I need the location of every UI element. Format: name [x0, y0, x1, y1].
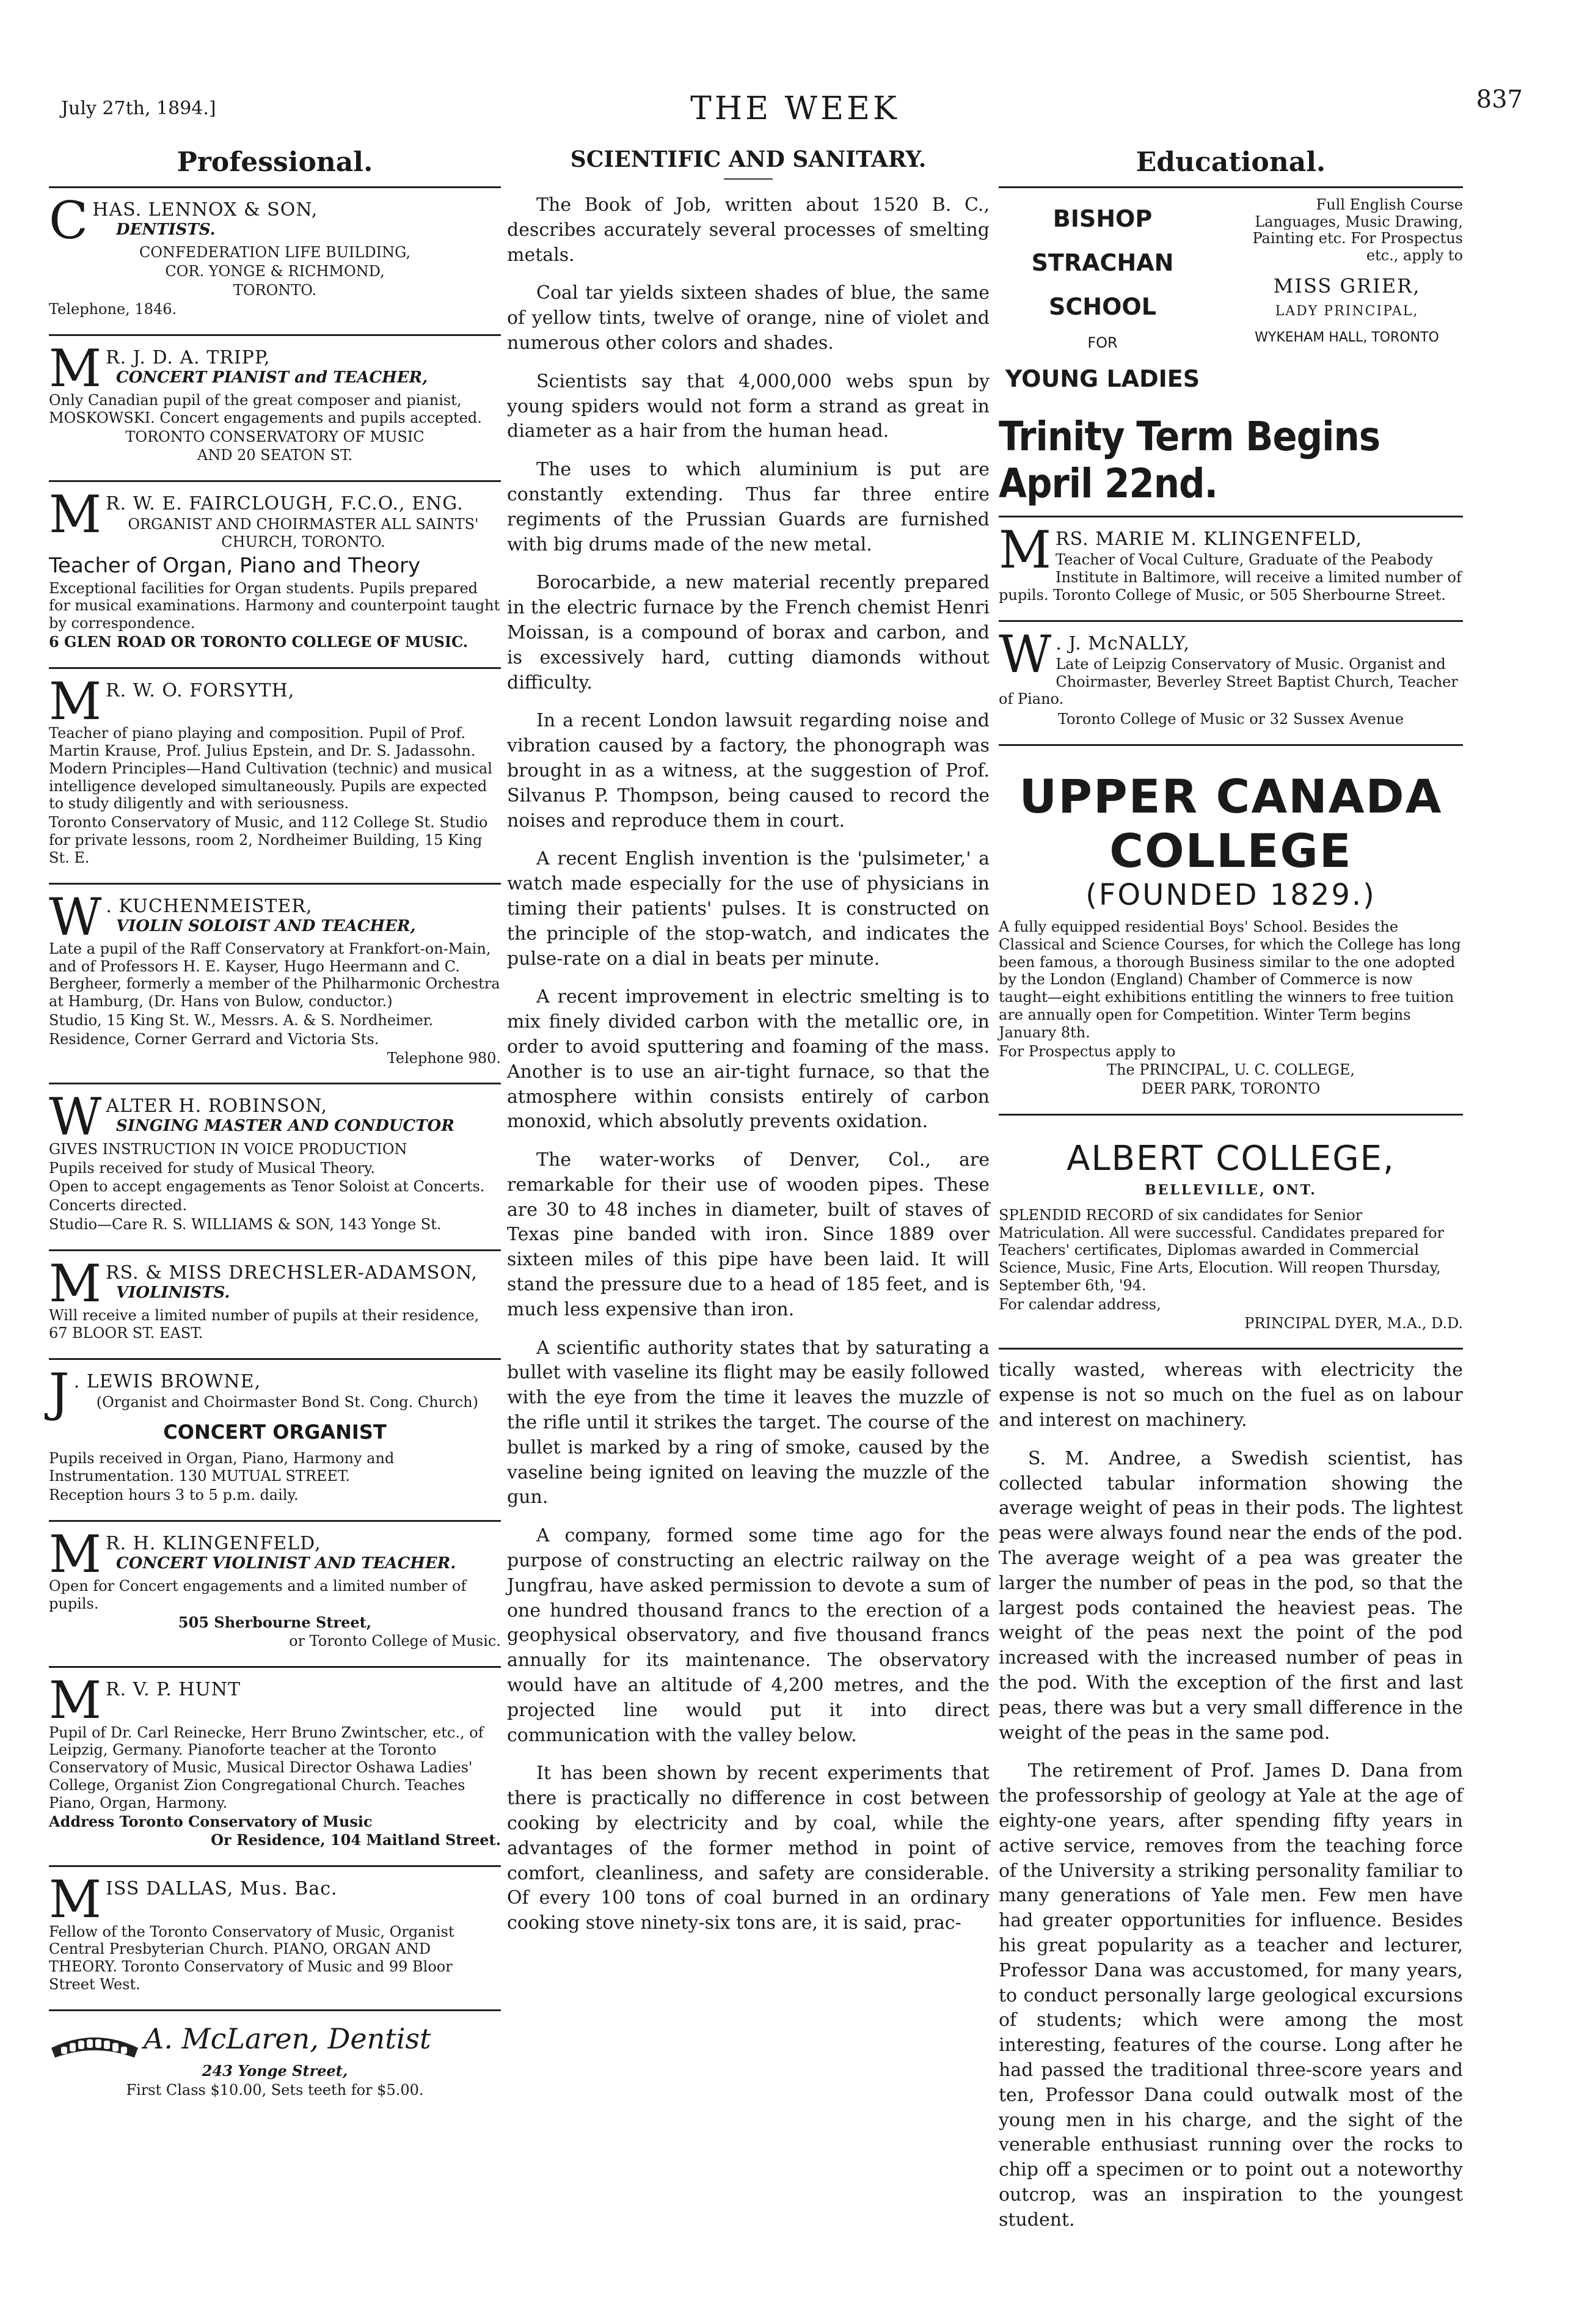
card-line: Concerts directed. [49, 1197, 187, 1215]
card-marie-klingenfeld [999, 520, 1463, 611]
school-name-line: YOUNG LADIES [1005, 365, 1200, 393]
divider [999, 1348, 1463, 1350]
divider [49, 2009, 501, 2011]
divider [49, 1249, 501, 1251]
divider [999, 186, 1463, 188]
card-role: SINGING MASTER AND CONDUCTOR [116, 1117, 454, 1136]
card-mclaren [49, 2020, 501, 2107]
drop-initial: M [49, 1524, 103, 1584]
divider [49, 1083, 501, 1084]
albert-calendar: For calendar address, [999, 1295, 1161, 1313]
card-line: Reception hours 3 to 5 p.m. daily. [49, 1486, 299, 1504]
ucc-description: A fully equipped residential Boys' School. Besides the Classical and Science Courses, for which the College has long been famous, a thorough Business similar to the one adopted by the London (England) Chamber of Commerce is now taught—eight exhibitions entitling the winners to free tuition are annually open for Competition. Winter Term begins January 8th. [999, 918, 1461, 1041]
bishop-address: WYKEHAM HALL, TORONTO [1255, 330, 1439, 346]
ucc-title: UPPER CANADA COLLEGE [1019, 769, 1443, 878]
divider [49, 1520, 501, 1522]
drop-initial: M [49, 484, 103, 545]
drop-initial: W [49, 886, 103, 947]
bishop-contact: MISS GRIER, [1273, 274, 1421, 298]
card-line: Late a pupil of the Raff Conservatory at Frankfort-on-Main, and of Professors H. E. Kayser, Hugo Heermann and C. Bergheer, formerly a member of the Philharmonic Orchestra at Hamburg, (Dr. Hans von Bulow, conductor.) [49, 940, 500, 1010]
card-line: Teacher of Vocal Culture, Graduate of the Peabody Institute in Baltimore, will receive a limited number of pupils. Toronto College of Music, or 505 Sherbourne Street. [999, 551, 1462, 604]
card-role: ORGANIST AND CHOIRMASTER ALL SAINTS' CHURCH, TORONTO. [128, 516, 479, 550]
card-name-text: ALTER H. ROBINSON, [106, 1095, 328, 1117]
divider [49, 480, 501, 482]
card-role: CONCERT VIOLINIST AND TEACHER. [116, 1554, 456, 1573]
card-line: Only Canadian pupil of the great composer and pianist, MOSKOWSKI. Concert engagements and pupils accepted. [49, 391, 482, 426]
card-headline: CONCERT ORGANIST [163, 1420, 387, 1444]
card-line: GIVES INSTRUCTION IN VOICE PRODUCTION [49, 1140, 407, 1158]
card-line: Late of Leipzig Conservatory of Music. Organist and Choirmaster, Beverley Street Baptist Church, Teacher of Piano. [999, 655, 1458, 708]
card-kuchenmeister [49, 886, 501, 1075]
card-name-text: R. V. P. HUNT [106, 1679, 241, 1701]
drop-initial: M [49, 671, 103, 731]
card-tripp [49, 338, 501, 472]
school-name-line: BISHOP [1052, 205, 1153, 232]
card-footer: Telephone 980. [387, 1049, 501, 1067]
ucc-founded: (FOUNDED 1829.) [1085, 877, 1376, 912]
albert-location: BELLEVILLE, ONT. [1145, 1182, 1317, 1198]
masthead-title: THE WEEK [690, 90, 900, 127]
card-line: Fellow of the Toronto Conservatory of Music, Organist Central Presbyterian Church. PIANO, ORGAN AND THEORY. Toronto Conservatory of Music and 99 Bloor Street West. [49, 1923, 454, 1993]
article-paragraph: tically wasted, whereas with electricity the expense is not so much on the fuel as on labour and interest on machinery. [999, 1359, 1463, 1431]
bishop-details [1231, 197, 1463, 401]
drop-initial: J [49, 1362, 70, 1422]
page-header [55, 86, 1535, 141]
article-paragraph: A scientific authority states that by saturating a bullet with vaseline its flight may be easily followed with the eye from the time it leaves the muzzle of the rifle until it strikes the target. The course of the bullet is marked by a ring of smoke, caused by the vaseline being ignited on leaving the muzzle of the gun. [507, 1337, 990, 1508]
card-name-text: HAS. LENNOX & SON, [92, 199, 318, 221]
card-role: VIOLIN SOLOIST AND TEACHER, [116, 916, 416, 935]
card-line: COR. YONGE & RICHMOND, [165, 263, 385, 280]
card-lennox [49, 191, 501, 326]
drop-initial: M [999, 520, 1052, 580]
card-drechsler-adamson [49, 1253, 501, 1350]
trinity-term-notice: Trinity Term Begins April 22nd. [999, 413, 1380, 508]
bishop-school-name [999, 197, 1206, 401]
bishop-strachan-ad [999, 197, 1463, 401]
card-line: Residence, Corner Gerrard and Victoria Sts. [49, 1030, 379, 1048]
card-line: TORONTO. [233, 281, 317, 299]
article-paragraph: A recent improvement in electric smelting is to mix finely divided carbon with the metallic ore, in order to avoid sputtering and foaming of the mass. Another is to use an air-tight furnace, so that the atmosphere within consists entirely of carbon monoxid, which absolutly prevents oxidation. [507, 986, 990, 1133]
card-line: Teacher of piano playing and composition. Pupil of Prof. Martin Krause, Prof. Julius Epstein, and Dr. S. Jadassohn. Modern Principles—Hand Cultivation (technic) and musical intelligence developed simultaneously. Pupils are expected to study diligently and with seriousness. [49, 725, 492, 813]
school-name-line: SCHOOL [1049, 293, 1156, 321]
article-paragraph: The water-works of Denver, Col., are remarkable for their use of wooden pipes. These are 30 to 48 inches in diameter, built of staves of Texas pine banded with iron. Since 1889 over sixteen miles of this pipe have been laid. It will stand the pressure due to a head of 185 feet, and is much less expensive than iron. [507, 1149, 990, 1320]
card-headline: Teacher of Organ, Piano and Theory [49, 553, 421, 578]
card-name-text: RS. & MISS DRECHSLER-ADAMSON, [106, 1262, 478, 1284]
divider [49, 186, 501, 188]
card-browne [49, 1362, 501, 1511]
drop-initial: C [49, 191, 89, 250]
card-line: 505 Sherbourne Street, [178, 1613, 372, 1631]
school-name-line: FOR [1087, 334, 1118, 351]
card-name [49, 1670, 501, 1731]
article-paragraph: In a recent London lawsuit regarding noise and vibration caused by a factory, the phonograph was brought in as a witness, at the suggestion of Prof. Silvanus P. Thompson, being caused to record the noises and reproduce them in court. [507, 710, 990, 831]
educational-column [999, 134, 1463, 2246]
article-paragraph: It has been shown by recent experiments that there is practically no difference in cost between cooking by electricity and by coal, while the advantages of the former method in point of comfort, cleanliness, and safety are considerable. Of every 100 tons of coal burned in an ordinary cooking stove ninety-six tons are, it is said, prac- [507, 1763, 990, 1934]
card-mcnally [999, 624, 1463, 736]
section-title-educational: Educational. [1136, 147, 1326, 178]
divider [999, 516, 1463, 517]
card-line: AND 20 SEATON ST. [197, 447, 353, 464]
card-name-text: RS. MARIE M. KLINGENFELD, [1056, 528, 1362, 550]
divider [49, 1666, 501, 1668]
card-line: Open to accept engagements as Tenor Soloist at Concerts. [49, 1178, 485, 1196]
divider [999, 744, 1463, 746]
divider [49, 1358, 501, 1360]
article-paragraph: The Book of Job, written about 1520 B. C., describes accurately several processes of smelting metals. [507, 194, 990, 266]
dentist-address: 243 Yonge Street, [202, 2062, 348, 2080]
card-name-text: . LEWIS BROWNE, [73, 1370, 261, 1392]
card-line: Or Residence, 104 Maitland Street. [211, 1831, 501, 1849]
divider [999, 1114, 1463, 1116]
card-line: TORONTO CONSERVATORY OF MUSIC [125, 428, 425, 445]
card-line: Toronto Conservatory of Music, and 112 College St. Studio for private lessons, room 2, Nordheimer Building, 15 King St. E. [49, 814, 488, 866]
section-title-scientific: SCIENTIFIC AND SANITARY. [570, 147, 927, 172]
scientific-column [507, 134, 990, 1936]
card-footer: 6 GLEN ROAD OR TORONTO COLLEGE OF MUSIC. [49, 632, 469, 651]
article-paragraph: Scientists say that 4,000,000 webs spun by young spiders would not form a strand as great in diameter as a hair from the human head. [507, 370, 990, 442]
drop-initial: M [49, 1670, 103, 1731]
dentist-name: A. McLaren, Dentist [144, 2022, 431, 2055]
article-paragraph: Borocarbide, a new material recently prepared in the electric furnace by the French chemist Henri Moissan, is a compound of borax and carbon, and is excessively hard, cutting diamonds without difficulty. [507, 572, 990, 693]
card-name [49, 671, 501, 731]
card-role: (Organist and Choirmaster Bond St. Cong. Church) [96, 1393, 478, 1411]
drop-initial: W [999, 624, 1052, 684]
drop-initial: M [49, 1253, 103, 1314]
albert-title: ALBERT COLLEGE, [1067, 1138, 1395, 1178]
teeth-illustration-icon [49, 2030, 140, 2061]
divider [49, 883, 501, 885]
divider [49, 667, 501, 669]
ucc-location: DEER PARK, TORONTO [1141, 1080, 1321, 1098]
card-fairclough [49, 484, 501, 659]
card-line: or Toronto College of Music. [289, 1632, 501, 1650]
school-name-line: STRACHAN [1031, 249, 1174, 277]
card-line: Open for Concert engagements and a limited number of pupils. [49, 1577, 467, 1612]
card-forsyth [49, 671, 501, 874]
card-name-text: R. J. D. A. TRIPP, [106, 346, 271, 368]
issue-date: July 27th, 1894.] [61, 98, 216, 119]
divider [49, 334, 501, 336]
card-role: CONCERT PIANIST and TEACHER, [116, 368, 428, 387]
card-hunt [49, 1670, 501, 1857]
card-name-text: R. W. O. FORSYTH, [106, 679, 295, 701]
article-paragraph: Coal tar yields sixteen shades of blue, the same of yellow tints, twelve of orange, nine of violet and numerous other colors and shades. [507, 282, 990, 354]
card-line: Pupils received in Organ, Piano, Harmony and Instrumentation. 130 MUTUAL STREET. [49, 1450, 395, 1485]
section-title-professional: Professional. [177, 147, 373, 178]
albert-description: SPLENDID RECORD of six candidates for Senior Matriculation. All were successful. Candidates prepared for Teachers' certificates, Diplomas awarded in Commercial Science, Music, Fine Arts, Elocution. Will reopen Thursday, September 6th, '94. [999, 1206, 1444, 1295]
card-name-text: R. H. KLINGENFELD, [106, 1532, 321, 1554]
ucc-principal: The PRINCIPAL, U. C. COLLEGE, [1106, 1061, 1355, 1079]
drop-initial: M [49, 338, 103, 398]
card-dallas [49, 1869, 501, 2001]
card-name-text: . KUCHENMEISTER, [106, 895, 313, 917]
upper-canada-college-ad [999, 755, 1463, 1105]
card-line: Address Toronto Conservatory of Music [49, 1812, 373, 1830]
drop-initial: W [49, 1087, 103, 1147]
bishop-contact-title: LADY PRINCIPAL, [1275, 304, 1419, 320]
divider [49, 1865, 501, 1867]
albert-college-ad [999, 1124, 1463, 1340]
card-line: Will receive a limited number of pupils at their residence, 67 BLOOR ST. EAST. [49, 1307, 480, 1342]
article-paragraph: S. M. Andree, a Swedish scientist, has collected tabular information showing the average weight of peas in their pods. The lightest peas were always found near the ends of the pod. The average weight of a pea was greater the larger the number of peas in the pod, so that the largest pods contained the heaviest peas. The weight of the peas next the point of the pod increased with the increased number of peas in the pod. With the exception of the first and last peas, there was but a very small difference in the weight of the peas in the same pod. [999, 1447, 1463, 1744]
card-name-text: R. W. E. FAIRCLOUGH, F.C.O., ENG. [106, 493, 464, 515]
card-line: Studio, 15 King St. W., Messrs. A. & S. Nordheimer. [49, 1012, 434, 1029]
card-line: CONFEDERATION LIFE BUILDING, [139, 244, 411, 261]
card-name-text: ISS DALLAS, Mus. Bac. [106, 1878, 338, 1900]
card-line: Exceptional facilities for Organ students. Pupils prepared for musical examinations. Harmony and counterpoint taught by correspondence. [49, 579, 500, 632]
card-name [49, 1869, 501, 1930]
card-h-klingenfeld [49, 1524, 501, 1658]
divider [999, 620, 1463, 622]
article-paragraph: A company, formed some time ago for the purpose of constructing an electric railway on the Jungfrau, have asked permission to devote a sum of one hundred thousand francs to the erection of a geophysical observatory, and five thousand francs annually for its maintenance. The observatory would have an altitude of 4,200 metres, and the projected line would put it into direct communication with the valley below. [507, 1525, 990, 1746]
dentist-prices: First Class $10.00, Sets teeth for $5.00. [126, 2081, 424, 2099]
drop-initial: M [49, 1869, 103, 1930]
card-line: Pupil of Dr. Carl Reinecke, Herr Bruno Zwintscher, etc., of Leipzig, Germany. Pianoforte teacher at the Toronto Conservatory of Music, Musical Director Oshawa Ladies' College, Organist Zion Congregational Church. Teaches Piano, Organ, Harmony. [49, 1723, 484, 1811]
ucc-apply: For Prospectus apply to [999, 1042, 1176, 1060]
card-role: VIOLINISTS. [116, 1283, 230, 1302]
page-number: 837 [1476, 86, 1523, 114]
article-paragraph: The retirement of Prof. James D. Dana from the professorship of geology at Yale at the age of eighty-one years, after spending fifty years in active service, removes from the teaching force of the University a striking personality familiar to many generations of Yale men. Few men have had greater opportunities for influence. Besides his great popularity as a teacher and lecturer, Professor Dana was accustomed, for many years, to conduct personally large geological excursions of students; which were among the most interesting, features of the course. Long after he had passed the traditional three-score years and ten, Professor Dana could outwalk most of the young men in his charge, and the sight of the venerable enthusiast running over the rocks to chip off a specimen or to point out a noteworthy outcrop, was an inspiration to the youngest student. [999, 1760, 1463, 2231]
card-line: Toronto College of Music or 32 Sussex Avenue [1057, 711, 1404, 728]
professional-column [49, 134, 501, 2107]
article-paragraph: The uses to which aluminium is put are constantly extending. Thus far three entire regiments of the Prussian Guards are furnished with big drums made of the new metal. [507, 459, 990, 555]
card-footer: Telephone, 1846. [49, 300, 177, 318]
card-robinson [49, 1087, 501, 1240]
divider [724, 178, 773, 180]
bishop-description: Full English Course Languages, Music Drawing, Painting etc. For Prospectus etc., apply to [1252, 196, 1463, 264]
card-role: DENTISTS. [116, 221, 216, 239]
card-line: Studio—Care R. S. WILLIAMS & SON, 143 Yonge St. [49, 1216, 442, 1233]
card-line: Pupils received for study of Musical Theory. [49, 1159, 376, 1177]
albert-principal: PRINCIPAL DYER, M.A., D.D. [1244, 1314, 1463, 1332]
article-paragraph: A recent English invention is the 'pulsimeter,' a watch made especially for the use of physicians in timing their patients' pulses. It is constructed on the principle of the stop-watch, and indicates the pulse-rate on a dial in beats per minute. [507, 848, 990, 970]
card-name-text: . J. McNALLY, [1056, 632, 1191, 654]
